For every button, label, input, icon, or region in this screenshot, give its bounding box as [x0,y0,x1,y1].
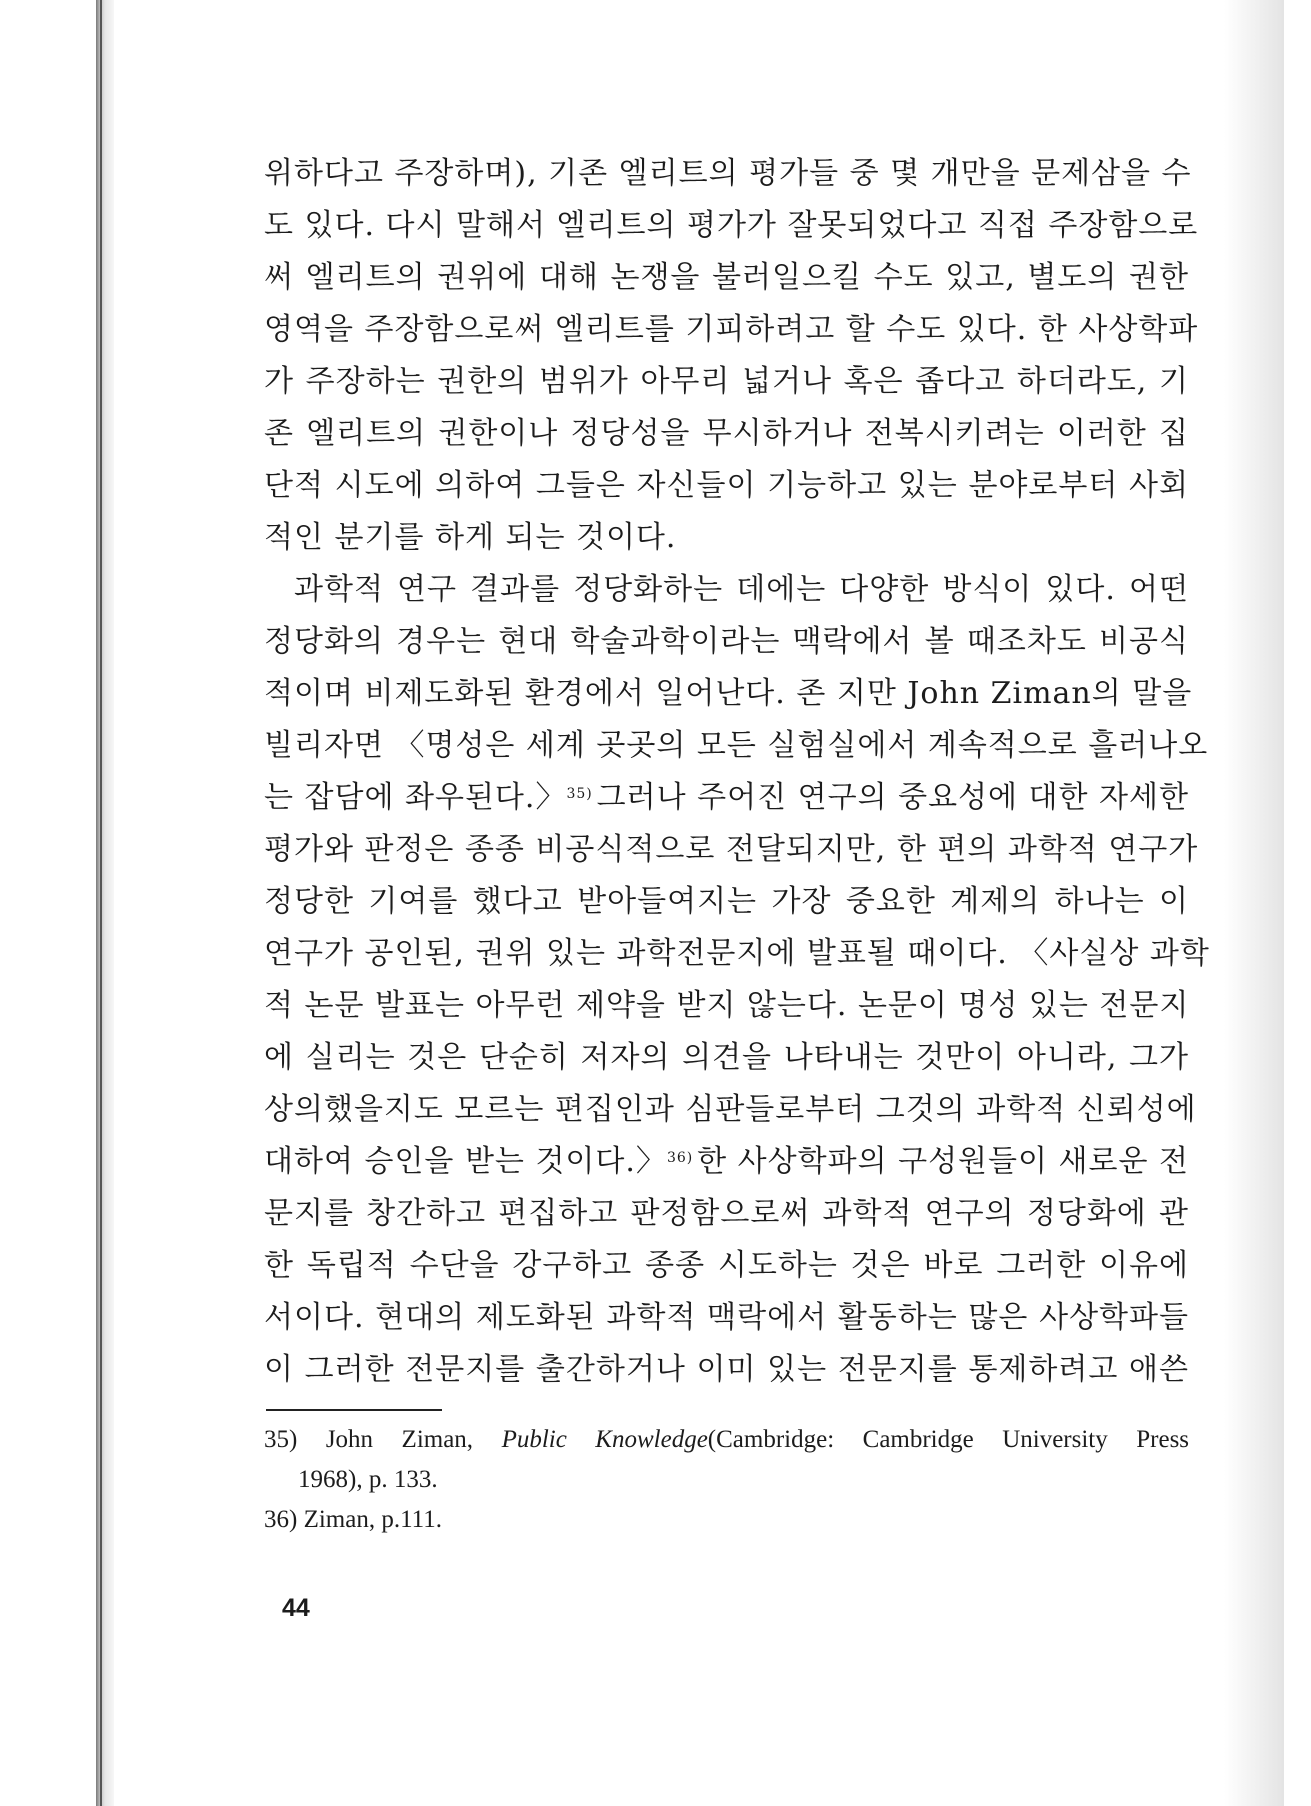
body-line: 정당화의 경우는 현대 학술과학이라는 맥락에서 볼 때조차도 비공식 [264,624,1189,659]
body-line: 과학적 연구 결과를 정당화하는 데에는 다양한 방식이 있다. 어떤 [294,572,1189,607]
body-line-part: 그러나 주어진 연구의 중요성에 대한 자세한 [596,780,1189,815]
body-line: 존 엘리트의 권한이나 정당성을 무시하거나 전복시키려는 이러한 집 [264,416,1189,451]
footnote-ref-36: 36) [666,1150,694,1166]
footnote-publisher: (Cambridge: Cambridge University Press [707,1426,1190,1453]
body-line: 적인 분기를 하게 되는 것이다. [264,520,677,555]
book-spine-line [100,0,102,1806]
footnote-35 [264,1420,1189,1460]
footnote-35-continuation: 1968), p. 133. [298,1466,438,1493]
body-line: 영역을 주장함으로써 엘리트를 기피하려고 할 수도 있다. 한 사상학파 [264,312,1199,347]
body-line-part [264,1136,693,1188]
footnote-number: 36) [264,1506,298,1533]
footnotes [264,1420,1189,1540]
body-line: 단적 시도에 의하여 그들은 자신들이 기능하고 있는 분야로부터 사회 [264,468,1189,503]
body-line: 상의했을지도 모르는 편집인과 심판들로부터 그것의 과학적 신뢰성에 [264,1092,1197,1127]
body-line: 연구가 공인된, 권위 있는 과학전문지에 발표될 때이다. 〈사실상 과학 [264,936,1210,971]
body-line: 문지를 창간하고 편집하고 판정함으로써 과학적 연구의 정당화에 관 [264,1196,1189,1231]
body-line: 한 독립적 수단을 강구하고 종종 시도하는 것은 바로 그러한 이유에 [264,1248,1189,1283]
footnote-title: Public Knowledge [501,1426,708,1453]
body-line: 정당한 기여를 했다고 받아들여지는 가장 중요한 계제의 하나는 이 [264,884,1189,919]
body-line-with-footnote [264,772,1189,824]
body-line: 빌리자면 〈명성은 세계 곳곳의 모든 실험실에서 계속적으로 흘러나오 [264,728,1209,763]
body-line: 이 그러한 전문지를 출간하거나 이미 있는 전문지를 통제하려고 애쓴 [264,1352,1189,1387]
body-line: 서이다. 현대의 제도화된 과학적 맥락에서 활동하는 많은 사상학파들 [264,1300,1189,1335]
body-line: 써 엘리트의 권위에 대해 논쟁을 불러일으킬 수도 있고, 별도의 권한 [264,260,1189,295]
footnote-text: Ziman, p.111. [303,1506,442,1533]
body-line: 적 논문 발표는 아무런 제약을 받지 않는다. 논문이 명성 있는 전문지 [264,988,1190,1023]
line-text: 대하여 승인을 받는 것이다.〉 [264,1144,667,1179]
footnote-number: 35) [264,1426,298,1453]
body-line-part [264,772,593,824]
footnote-36 [264,1500,1189,1540]
line-text: 는 잡담에 좌우된다.〉 [264,780,567,815]
footnote-rule [266,1409,442,1411]
body-line: 위하다고 주장하며), 기존 엘리트의 평가들 중 몇 개만을 문제삼을 수 [264,156,1192,191]
body-line: 가 주장하는 권한의 범위가 아무리 넓거나 혹은 좁다고 하더라도, 기 [264,364,1189,399]
page-number: 44 [282,1594,310,1622]
footnote-author: John Ziman, [325,1426,474,1453]
body-line-with-footnote [264,1136,1189,1188]
body-text [264,148,1210,1396]
body-line: 평가와 판정은 종종 비공식적으로 전달되지만, 한 편의 과학적 연구가 [264,832,1199,867]
body-line-part: 한 사상학파의 구성원들이 새로운 전 [697,1144,1189,1179]
page-right-shadow [1224,0,1284,1806]
body-line: 에 실리는 것은 단순히 저자의 의견을 나타내는 것만이 아니라, 그가 [264,1040,1189,1075]
book-spine-edge [96,0,114,1806]
footnote-ref-35: 35) [566,786,593,802]
body-line: 도 있다. 다시 말해서 엘리트의 평가가 잘못되었다고 직접 주장함으로 [264,208,1199,243]
body-line: 적이며 비제도화된 환경에서 일어난다. 존 지만 John Ziman의 말을 [264,676,1193,711]
